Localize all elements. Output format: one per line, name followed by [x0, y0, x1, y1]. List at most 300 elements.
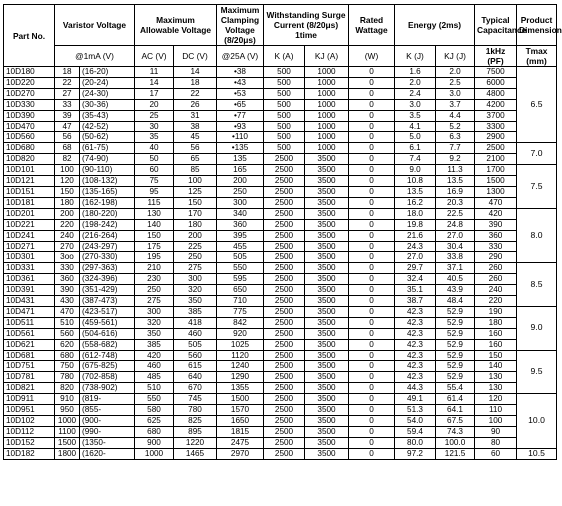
- cell-energy-k: 24.3: [395, 241, 436, 252]
- cell-dc-voltage: 225: [174, 241, 217, 252]
- header-dimension: Product Dimension: [517, 5, 557, 46]
- cell-varistor-voltage: 1800: [55, 448, 80, 459]
- cell-dc-voltage: 560: [174, 350, 217, 361]
- cell-varistor-voltage: 56: [55, 132, 80, 143]
- cell-ac-voltage: 350: [135, 328, 174, 339]
- cell-rated-wattage: 0: [349, 154, 395, 165]
- cell-capacitance: 360: [475, 230, 517, 241]
- cell-voltage-range: (351-429): [80, 285, 135, 296]
- table-row: [4, 67, 557, 78]
- cell-clamping-voltage: 1815: [217, 426, 264, 437]
- cell-surge-kj: 3500: [305, 197, 349, 208]
- cell-surge-kj: 3500: [305, 394, 349, 405]
- cell-varistor-voltage: 360: [55, 274, 80, 285]
- cell-energy-k: 3.0: [395, 99, 436, 110]
- table-row: [4, 405, 557, 416]
- cell-energy-kj: 6.3: [436, 132, 475, 143]
- cell-part-no: 10D471: [4, 306, 55, 317]
- table-row: [4, 339, 557, 350]
- cell-voltage-range: (675-825): [80, 361, 135, 372]
- cell-ac-voltage: 11: [135, 67, 174, 78]
- cell-energy-k: 10.8: [395, 176, 436, 187]
- cell-capacitance: 3300: [475, 121, 517, 132]
- cell-clamping-voltage: 250: [217, 186, 264, 197]
- table-row: [4, 143, 557, 154]
- cell-energy-k: 2.0: [395, 77, 436, 88]
- cell-energy-k: 38.7: [395, 296, 436, 307]
- table-row: [4, 197, 557, 208]
- cell-ac-voltage: 580: [135, 405, 174, 416]
- cell-dimension: 10.0: [517, 394, 557, 449]
- cell-energy-k: 32.4: [395, 274, 436, 285]
- cell-dc-voltage: 615: [174, 361, 217, 372]
- cell-part-no: 10D560: [4, 132, 55, 143]
- cell-rated-wattage: 0: [349, 296, 395, 307]
- cell-part-no: 10D241: [4, 230, 55, 241]
- cell-part-no: 10D781: [4, 372, 55, 383]
- table-row: [4, 448, 557, 459]
- cell-energy-k: 49.1: [395, 394, 436, 405]
- cell-dc-voltage: 640: [174, 372, 217, 383]
- cell-clamping-voltage: 842: [217, 317, 264, 328]
- cell-energy-kj: 121.5: [436, 448, 475, 459]
- cell-surge-k: 2500: [264, 165, 305, 176]
- table-row: [4, 208, 557, 219]
- cell-ac-voltage: 95: [135, 186, 174, 197]
- cell-capacitance: 1300: [475, 186, 517, 197]
- cell-dc-voltage: 300: [174, 274, 217, 285]
- cell-part-no: 10D511: [4, 317, 55, 328]
- cell-varistor-voltage: 510: [55, 317, 80, 328]
- cell-energy-kj: 74.3: [436, 426, 475, 437]
- cell-capacitance: 100: [475, 416, 517, 427]
- unit-clamp: @25A (V): [217, 46, 264, 67]
- cell-surge-kj: 3500: [305, 263, 349, 274]
- cell-clamping-voltage: 505: [217, 252, 264, 263]
- cell-energy-kj: 13.5: [436, 176, 475, 187]
- cell-surge-k: 2500: [264, 350, 305, 361]
- cell-energy-k: 2.4: [395, 88, 436, 99]
- cell-ac-voltage: 195: [135, 252, 174, 263]
- cell-surge-k: 2500: [264, 328, 305, 339]
- cell-varistor-voltage: 620: [55, 339, 80, 350]
- table-row: [4, 437, 557, 448]
- cell-voltage-range: (702-858): [80, 372, 135, 383]
- cell-ac-voltage: 50: [135, 154, 174, 165]
- cell-voltage-range: (612-748): [80, 350, 135, 361]
- unit-capacitance: 1kHz (PF): [475, 46, 517, 67]
- cell-rated-wattage: 0: [349, 121, 395, 132]
- cell-part-no: 10D820: [4, 154, 55, 165]
- cell-part-no: 10D331: [4, 263, 55, 274]
- cell-energy-k: 54.0: [395, 416, 436, 427]
- cell-dc-voltage: 745: [174, 394, 217, 405]
- cell-dc-voltage: 45: [174, 132, 217, 143]
- table-row: [4, 361, 557, 372]
- cell-part-no: 10D391: [4, 285, 55, 296]
- cell-energy-kj: 24.8: [436, 219, 475, 230]
- table-row: [4, 219, 557, 230]
- cell-clamping-voltage: •53: [217, 88, 264, 99]
- cell-voltage-range: (216-264): [80, 230, 135, 241]
- spec-table-body: [4, 67, 557, 460]
- cell-capacitance: 150: [475, 350, 517, 361]
- cell-energy-k: 3.5: [395, 110, 436, 121]
- cell-energy-k: 35.1: [395, 285, 436, 296]
- cell-varistor-voltage: 39: [55, 110, 80, 121]
- cell-surge-k: 2500: [264, 197, 305, 208]
- header-capacitance: Typical Capacitance: [475, 5, 517, 46]
- cell-voltage-range: (297-363): [80, 263, 135, 274]
- cell-dc-voltage: 85: [174, 165, 217, 176]
- cell-energy-k: 18.0: [395, 208, 436, 219]
- cell-rated-wattage: 0: [349, 394, 395, 405]
- table-row: [4, 383, 557, 394]
- cell-energy-k: 27.0: [395, 252, 436, 263]
- cell-surge-k: 500: [264, 99, 305, 110]
- cell-surge-k: 2500: [264, 252, 305, 263]
- cell-ac-voltage: 175: [135, 241, 174, 252]
- cell-surge-k: 2500: [264, 405, 305, 416]
- cell-energy-k: 42.3: [395, 350, 436, 361]
- cell-dimension: 6.5: [517, 67, 557, 143]
- cell-clamping-voltage: 300: [217, 197, 264, 208]
- cell-dimension: 9.5: [517, 350, 557, 394]
- cell-voltage-range: (738-902): [80, 383, 135, 394]
- cell-energy-kj: 52.9: [436, 328, 475, 339]
- cell-energy-k: 59.4: [395, 426, 436, 437]
- cell-energy-kj: 22.5: [436, 208, 475, 219]
- unit-kj-j: KJ (J): [436, 46, 475, 67]
- cell-energy-kj: 9.2: [436, 154, 475, 165]
- cell-rated-wattage: 0: [349, 88, 395, 99]
- cell-clamping-voltage: 2475: [217, 437, 264, 448]
- cell-surge-k: 2500: [264, 448, 305, 459]
- cell-surge-kj: 1000: [305, 99, 349, 110]
- cell-voltage-range: (819-: [80, 394, 135, 405]
- cell-surge-k: 2500: [264, 306, 305, 317]
- cell-part-no: 10D561: [4, 328, 55, 339]
- cell-capacitance: 1500: [475, 176, 517, 187]
- cell-rated-wattage: 0: [349, 186, 395, 197]
- cell-energy-kj: 61.4: [436, 394, 475, 405]
- cell-clamping-voltage: 1025: [217, 339, 264, 350]
- cell-energy-kj: 52.9: [436, 372, 475, 383]
- cell-surge-k: 2500: [264, 154, 305, 165]
- cell-voltage-range: (387-473): [80, 296, 135, 307]
- unit-k-a: K (A): [264, 46, 305, 67]
- cell-ac-voltage: 30: [135, 121, 174, 132]
- cell-rated-wattage: 0: [349, 99, 395, 110]
- cell-ac-voltage: 510: [135, 383, 174, 394]
- cell-ac-voltage: 275: [135, 296, 174, 307]
- cell-energy-kj: 30.4: [436, 241, 475, 252]
- cell-ac-voltage: 20: [135, 99, 174, 110]
- table-row: [4, 165, 557, 176]
- cell-varistor-voltage: 240: [55, 230, 80, 241]
- cell-surge-kj: 1000: [305, 110, 349, 121]
- cell-energy-kj: 100.0: [436, 437, 475, 448]
- cell-voltage-range: (1350-: [80, 437, 135, 448]
- cell-rated-wattage: 0: [349, 176, 395, 187]
- cell-surge-k: 2500: [264, 296, 305, 307]
- header-part-no: Part No.: [4, 5, 55, 67]
- cell-energy-k: 42.3: [395, 317, 436, 328]
- cell-energy-kj: 40.5: [436, 274, 475, 285]
- cell-voltage-range: (108-132): [80, 176, 135, 187]
- cell-rated-wattage: 0: [349, 405, 395, 416]
- cell-surge-kj: 3500: [305, 154, 349, 165]
- cell-energy-k: 21.6: [395, 230, 436, 241]
- cell-surge-kj: 3500: [305, 383, 349, 394]
- cell-surge-k: 2500: [264, 416, 305, 427]
- cell-varistor-voltage: 780: [55, 372, 80, 383]
- cell-clamping-voltage: 1355: [217, 383, 264, 394]
- cell-capacitance: 330: [475, 241, 517, 252]
- cell-surge-kj: 3500: [305, 361, 349, 372]
- cell-capacitance: 160: [475, 339, 517, 350]
- cell-rated-wattage: 0: [349, 67, 395, 78]
- cell-part-no: 10D361: [4, 274, 55, 285]
- header-surge-current: Withstanding Surge Current (8/20μs) 1time: [264, 5, 349, 46]
- cell-dc-voltage: 200: [174, 230, 217, 241]
- cell-surge-kj: 1000: [305, 88, 349, 99]
- cell-rated-wattage: 0: [349, 416, 395, 427]
- cell-rated-wattage: 0: [349, 230, 395, 241]
- cell-voltage-range: (270-330): [80, 252, 135, 263]
- cell-clamping-voltage: 1240: [217, 361, 264, 372]
- header-row-main: [4, 5, 557, 46]
- cell-surge-k: 2500: [264, 176, 305, 187]
- cell-surge-kj: 3500: [305, 230, 349, 241]
- cell-voltage-range: (423-517): [80, 306, 135, 317]
- cell-surge-kj: 1000: [305, 132, 349, 143]
- cell-dc-voltage: 31: [174, 110, 217, 121]
- cell-rated-wattage: 0: [349, 274, 395, 285]
- cell-clamping-voltage: 455: [217, 241, 264, 252]
- cell-varistor-voltage: 560: [55, 328, 80, 339]
- cell-part-no: 10D680: [4, 143, 55, 154]
- cell-varistor-voltage: 68: [55, 143, 80, 154]
- cell-clamping-voltage: 200: [217, 176, 264, 187]
- cell-ac-voltage: 900: [135, 437, 174, 448]
- cell-clamping-voltage: 135: [217, 154, 264, 165]
- cell-dc-voltage: 180: [174, 219, 217, 230]
- cell-surge-k: 2500: [264, 339, 305, 350]
- cell-ac-voltage: 485: [135, 372, 174, 383]
- cell-surge-k: 2500: [264, 285, 305, 296]
- cell-capacitance: 260: [475, 263, 517, 274]
- table-row: [4, 416, 557, 427]
- cell-energy-k: 51.3: [395, 405, 436, 416]
- cell-dc-voltage: 18: [174, 77, 217, 88]
- cell-energy-k: 1.6: [395, 67, 436, 78]
- cell-surge-kj: 3500: [305, 176, 349, 187]
- cell-surge-k: 2500: [264, 241, 305, 252]
- cell-capacitance: 290: [475, 252, 517, 263]
- cell-energy-kj: 43.9: [436, 285, 475, 296]
- cell-ac-voltage: 300: [135, 306, 174, 317]
- cell-ac-voltage: 230: [135, 274, 174, 285]
- cell-ac-voltage: 680: [135, 426, 174, 437]
- cell-energy-kj: 37.1: [436, 263, 475, 274]
- cell-capacitance: 420: [475, 208, 517, 219]
- cell-energy-kj: 48.4: [436, 296, 475, 307]
- cell-part-no: 10D221: [4, 219, 55, 230]
- cell-dc-voltage: 22: [174, 88, 217, 99]
- cell-rated-wattage: 0: [349, 285, 395, 296]
- cell-part-no: 10D621: [4, 339, 55, 350]
- cell-energy-k: 42.3: [395, 339, 436, 350]
- cell-capacitance: 120: [475, 394, 517, 405]
- cell-dc-voltage: 65: [174, 154, 217, 165]
- cell-clamping-voltage: •135: [217, 143, 264, 154]
- cell-surge-k: 2500: [264, 230, 305, 241]
- cell-energy-k: 6.1: [395, 143, 436, 154]
- cell-energy-kj: 2.0: [436, 67, 475, 78]
- cell-surge-k: 2500: [264, 372, 305, 383]
- cell-varistor-voltage: 82: [55, 154, 80, 165]
- header-rated-wattage: Rated Wattage: [349, 5, 395, 46]
- cell-surge-k: 2500: [264, 426, 305, 437]
- cell-rated-wattage: 0: [349, 372, 395, 383]
- cell-surge-kj: 3500: [305, 372, 349, 383]
- cell-ac-voltage: 17: [135, 88, 174, 99]
- cell-dc-voltage: 320: [174, 285, 217, 296]
- cell-surge-k: 2500: [264, 274, 305, 285]
- cell-surge-kj: 3500: [305, 350, 349, 361]
- cell-capacitance: 240: [475, 285, 517, 296]
- cell-voltage-range: (90-110): [80, 165, 135, 176]
- cell-varistor-voltage: 820: [55, 383, 80, 394]
- cell-voltage-range: (855-: [80, 405, 135, 416]
- cell-surge-k: 2500: [264, 394, 305, 405]
- cell-varistor-voltage: 470: [55, 306, 80, 317]
- cell-capacitance: 470: [475, 197, 517, 208]
- cell-dc-voltage: 250: [174, 252, 217, 263]
- cell-rated-wattage: 0: [349, 350, 395, 361]
- cell-energy-kj: 3.0: [436, 88, 475, 99]
- cell-energy-k: 42.3: [395, 372, 436, 383]
- table-row: [4, 154, 557, 165]
- cell-dc-voltage: 895: [174, 426, 217, 437]
- cell-surge-kj: 3500: [305, 208, 349, 219]
- cell-dc-voltage: 38: [174, 121, 217, 132]
- cell-dc-voltage: 460: [174, 328, 217, 339]
- cell-capacitance: 110: [475, 405, 517, 416]
- table-row: [4, 350, 557, 361]
- table-row: [4, 176, 557, 187]
- cell-energy-kj: 52.9: [436, 350, 475, 361]
- cell-surge-k: 500: [264, 77, 305, 88]
- header-max-clamping-voltage: Maximum Clamping Voltage (8/20μs): [217, 5, 264, 46]
- cell-rated-wattage: 0: [349, 328, 395, 339]
- cell-varistor-voltage: 18: [55, 67, 80, 78]
- cell-surge-kj: 1000: [305, 67, 349, 78]
- cell-ac-voltage: 250: [135, 285, 174, 296]
- cell-clamping-voltage: 650: [217, 285, 264, 296]
- cell-ac-voltage: 210: [135, 263, 174, 274]
- table-row: [4, 372, 557, 383]
- cell-ac-voltage: 550: [135, 394, 174, 405]
- cell-rated-wattage: 0: [349, 77, 395, 88]
- cell-surge-kj: 3500: [305, 219, 349, 230]
- cell-capacitance: 80: [475, 437, 517, 448]
- cell-energy-k: 9.0: [395, 165, 436, 176]
- cell-voltage-range: (1620-: [80, 448, 135, 459]
- cell-surge-kj: 3500: [305, 285, 349, 296]
- cell-varistor-voltage: 950: [55, 405, 80, 416]
- cell-energy-kj: 27.0: [436, 230, 475, 241]
- cell-clamping-voltage: 340: [217, 208, 264, 219]
- table-row: [4, 88, 557, 99]
- cell-surge-k: 2500: [264, 219, 305, 230]
- cell-varistor-voltage: 430: [55, 296, 80, 307]
- cell-surge-k: 500: [264, 88, 305, 99]
- cell-varistor-voltage: 33: [55, 99, 80, 110]
- unit-kj-a: KJ (A): [305, 46, 349, 67]
- cell-part-no: 10D271: [4, 241, 55, 252]
- cell-surge-kj: 3500: [305, 306, 349, 317]
- cell-surge-k: 2500: [264, 208, 305, 219]
- cell-surge-k: 2500: [264, 186, 305, 197]
- cell-capacitance: 90: [475, 426, 517, 437]
- cell-part-no: 10D751: [4, 361, 55, 372]
- cell-part-no: 10D821: [4, 383, 55, 394]
- cell-dimension: 7.5: [517, 165, 557, 209]
- cell-voltage-range: (504-616): [80, 328, 135, 339]
- cell-energy-kj: 11.3: [436, 165, 475, 176]
- cell-rated-wattage: 0: [349, 132, 395, 143]
- cell-voltage-range: (35-43): [80, 110, 135, 121]
- cell-varistor-voltage: 330: [55, 263, 80, 274]
- cell-clamping-voltage: •65: [217, 99, 264, 110]
- cell-energy-kj: 20.3: [436, 197, 475, 208]
- cell-capacitance: 6000: [475, 77, 517, 88]
- cell-energy-kj: 52.9: [436, 317, 475, 328]
- header-max-allowable-voltage: Maximum Allowable Voltage: [135, 5, 217, 46]
- cell-voltage-range: (558-682): [80, 339, 135, 350]
- cell-surge-k: 500: [264, 132, 305, 143]
- cell-rated-wattage: 0: [349, 437, 395, 448]
- cell-surge-kj: 3500: [305, 186, 349, 197]
- cell-surge-k: 2500: [264, 317, 305, 328]
- cell-energy-k: 4.1: [395, 121, 436, 132]
- cell-energy-k: 7.4: [395, 154, 436, 165]
- cell-varistor-voltage: 27: [55, 88, 80, 99]
- cell-rated-wattage: 0: [349, 448, 395, 459]
- cell-part-no: 10D180: [4, 67, 55, 78]
- cell-part-no: 10D330: [4, 99, 55, 110]
- cell-dc-voltage: 780: [174, 405, 217, 416]
- cell-energy-k: 42.3: [395, 306, 436, 317]
- cell-ac-voltage: 130: [135, 208, 174, 219]
- cell-varistor-voltage: 680: [55, 350, 80, 361]
- cell-part-no: 10D151: [4, 186, 55, 197]
- cell-clamping-voltage: •38: [217, 67, 264, 78]
- table-row: [4, 394, 557, 405]
- cell-rated-wattage: 0: [349, 306, 395, 317]
- cell-varistor-voltage: 180: [55, 197, 80, 208]
- cell-ac-voltage: 40: [135, 143, 174, 154]
- cell-part-no: 10D270: [4, 88, 55, 99]
- cell-rated-wattage: 0: [349, 110, 395, 121]
- cell-voltage-range: (324-396): [80, 274, 135, 285]
- table-row: [4, 426, 557, 437]
- unit-w: (W): [349, 46, 395, 67]
- cell-energy-kj: 52.9: [436, 339, 475, 350]
- cell-energy-k: 97.2: [395, 448, 436, 459]
